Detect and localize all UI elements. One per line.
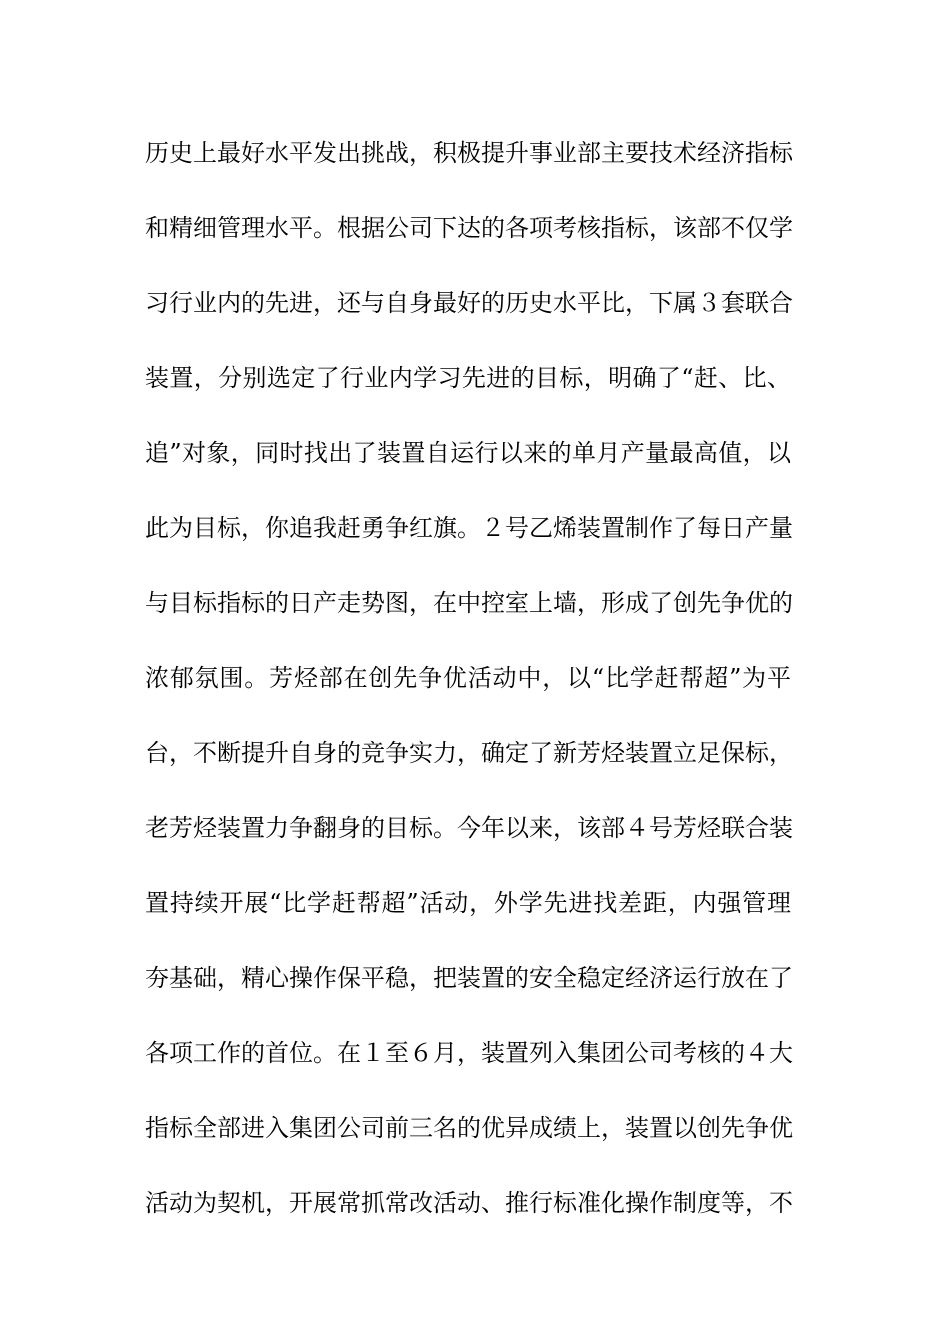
text-line: 浓郁氛围。芳烃部在创先争优活动中，以“比学赶帮超”为平 xyxy=(145,664,791,692)
text-line: 活动为契机，开展常抓常改活动、推行标准化操作制度等，不 xyxy=(145,1189,793,1217)
text-line: 各项工作的首位。在１至６月，装置列入集团公司考核的４大 xyxy=(145,1039,793,1067)
text-line: 追”对象，同时找出了装置自运行以来的单月产量最高值，以 xyxy=(145,439,791,467)
text-line: 历史上最好水平发出挑战，积极提升事业部主要技术经济指标 xyxy=(145,139,793,167)
body-text xyxy=(145,128,805,1253)
text-line: 指标全部进入集团公司前三名的优异成绩上，装置以创先争优 xyxy=(145,1114,793,1142)
text-line: 夯基础，精心操作保平稳，把装置的安全稳定经济运行放在了 xyxy=(145,964,793,992)
text-line: 此为目标，你追我赶勇争红旗。２号乙烯装置制作了每日产量 xyxy=(145,514,793,542)
text-line: 与目标指标的日产走势图，在中控室上墙，形成了创先争优的 xyxy=(145,589,793,617)
text-line: 习行业内的先进，还与自身最好的历史水平比，下属３套联合 xyxy=(145,289,793,317)
text-line: 台，不断提升自身的竞争实力，确定了新芳烃装置立足保标， xyxy=(145,739,793,767)
text-line: 装置，分别选定了行业内学习先进的目标，明确了“赶、比、 xyxy=(145,364,791,392)
text-line: 置持续开展“比学赶帮超”活动，外学先进找差距，内强管理 xyxy=(145,889,791,917)
text-line: 和精细管理水平。根据公司下达的各项考核指标，该部不仅学 xyxy=(145,214,793,242)
text-line: 老芳烃装置力争翻身的目标。今年以来，该部４号芳烃联合装 xyxy=(145,814,793,842)
